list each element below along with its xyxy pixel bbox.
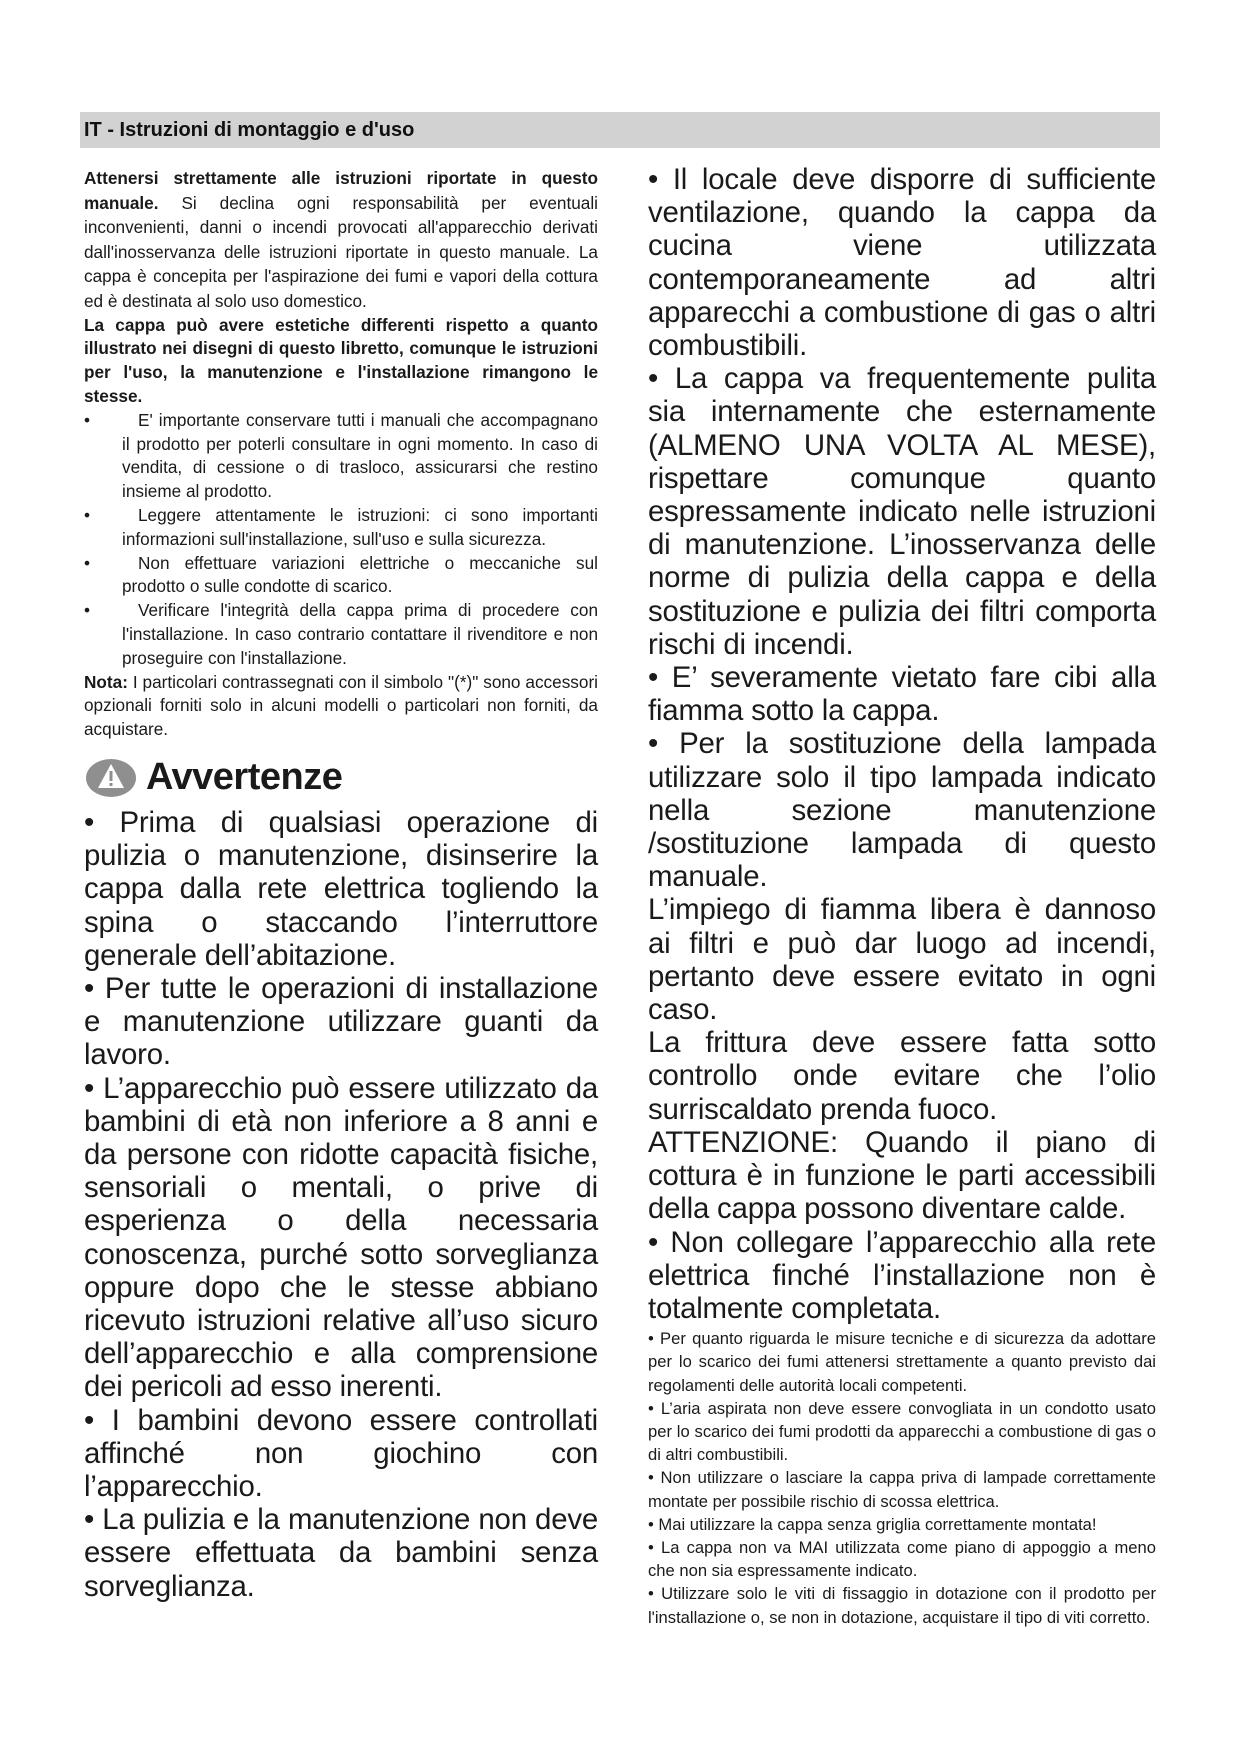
intro-paragraph xyxy=(84,166,598,314)
right-column xyxy=(648,163,1156,1629)
safety-item: ATTENZIONE: Quando il piano di cottura è in funzione le parti accessibili della cappa possono diventare calde. xyxy=(648,1125,1156,1226)
warning-item: • Prima di qualsiasi operazione di pulizia o manutenzione, disinserire la cappa dalla rete elettrica togliendo la spina o staccando l’interruttore generale dell’abitazione. xyxy=(84,805,598,972)
safety-item: • E’ severamente vietato fare cibi alla fiamma sotto la cappa. xyxy=(648,661,1156,728)
warning-item: • La pulizia e la manutenzione non deve essere effettuata da bambini senza sorveglianza. xyxy=(84,1503,598,1603)
safety-item: • La cappa va frequentemente pulita sia internamente che esternamente (ALMENO UNA VOLTA AL MESE), rispettare comunque quanto espressamente indicato nelle istruzioni di manutenzione. L’inosservanza delle norme di pulizia della cappa e della sostituzione e pulizia dei filtri comporta rischi di incendi. xyxy=(648,362,1156,661)
note-label: Nota: xyxy=(84,671,128,692)
warning-item: • Per tutte le operazioni di installazione e manutenzione utilizzare guanti da lavoro. xyxy=(84,971,598,1072)
intro-text: Si declina ogni responsabilità per eventuali inconvenienti, danni o incendi provocati all'apparecchio derivati dall'inosservanza delle istruzioni riportate in questo manuale. La cappa è concepita per l'aspirazione dei fumi e vapori della cottura ed è destinata al solo uso domestico. xyxy=(84,192,598,311)
design-note: La cappa può avere estetiche differenti rispetto a quanto illustrato nei disegni di questo libretto, comunque le istruzioni per l'uso, la manutenzione e l'installazione rimangono le stesse. xyxy=(84,314,598,406)
note-text: I particolari contrassegnati con il simbolo "(*)" sono accessori opzionali forniti solo in alcuni modelli o particolari non forniti, da acquistare. xyxy=(84,671,599,740)
warning-triangle-icon xyxy=(84,757,138,799)
list-item: • Verificare l'integrità della cappa prima di procedere con l'installazione. In caso contrario contattare il rivenditore e non proseguire con l'installazione. xyxy=(84,600,598,668)
technical-note: • L’aria aspirata non deve essere convogliata in un condotto usato per lo scarico dei fumi prodotti da apparecchi a combustione di gas o di altri combustibili. xyxy=(648,1398,1156,1465)
warnings-heading-row xyxy=(84,754,598,802)
safety-item: • Il locale deve disporre di sufficiente ventilazione, quando la cappa da cucina viene utilizzata contemporaneamente ad altri apparecchi a combustione di gas o altri combustibili. xyxy=(648,163,1156,363)
technical-note: • Utilizzare solo le viti di fissaggio in dotazione con il prodotto per l'installazione o, se non in dotazione, acquistare il tipo di viti corretto. xyxy=(648,1584,1156,1627)
left-column xyxy=(84,166,598,1603)
list-item: • Leggere attentamente le istruzioni: ci sono importanti informazioni sull'installazione, sull'uso e sulla sicurezza. xyxy=(84,504,598,549)
warnings-heading: Avvertenze xyxy=(146,756,343,799)
intro-bullet-list xyxy=(84,409,598,671)
list-item: • Non effettuare variazioni elettriche o meccaniche sul prodotto o sulle condotte di scarico. xyxy=(84,552,598,597)
warning-item: • I bambini devono essere controllati affinché non giochino con l’apparecchio. xyxy=(84,1403,598,1503)
warning-item: • L’apparecchio può essere utilizzato da bambini di età non inferiore a 8 anni e da persone con ridotte capacità fisiche, sensoriali o mentali, o prive di esperienza o della necessaria conoscenza, purché sotto sorveglianza oppure dopo che le stesse abbiano ricevuto istruzioni relative all’uso sicuro dell’apparecchio e alla comprensione dei pericoli ad esso inerenti. xyxy=(84,1071,598,1404)
section-header: IT - Istruzioni di montaggio e d'uso xyxy=(80,112,1160,148)
warnings-list xyxy=(84,806,598,1603)
safety-item: La frittura deve essere fatta sotto controllo onde evitare che l’olio surriscaldato prenda fuoco. xyxy=(648,1026,1156,1126)
technical-note: • Non utilizzare o lasciare la cappa priva di lampade correttamente montate per possibile rischio di scossa elettrica. xyxy=(648,1468,1156,1511)
technical-note: • La cappa non va MAI utilizzata come piano di appoggio a meno che non sia espressamente indicato. xyxy=(648,1537,1156,1581)
technical-notes-list xyxy=(648,1327,1156,1629)
technical-note: • Mai utilizzare la cappa senza griglia correttamente montata! xyxy=(648,1514,1097,1534)
technical-note: • Per quanto riguarda le misure tecniche e di sicurezza da adottare per lo scarico dei fumi attenersi strettamente a quanto previsto dai regolamenti delle autorità locali competenti. xyxy=(648,1329,1156,1395)
intro-bold: Attenersi strettamente alle istruzioni riportate in questo manuale. xyxy=(84,168,598,213)
list-item: • E' importante conservare tutti i manuali che accompagnano il prodotto per poterli consultare in ogni momento. In caso di vendita, di cessione o di trasloco, assicurarsi che restino insieme al prodotto. xyxy=(84,409,598,502)
safety-list xyxy=(648,163,1156,1325)
safety-item: • Non collegare l’apparecchio alla rete elettrica finché l’installazione non è totalmente completata. xyxy=(648,1225,1156,1325)
note-paragraph xyxy=(84,671,598,742)
safety-item: L’impiego di fiamma libera è dannoso ai filtri e può dar luogo ad incendi, pertanto deve essere evitato in ogni caso. xyxy=(648,893,1156,1027)
safety-item: • Per la sostituzione della lampada utilizzare solo il tipo lampada indicato nella sezione manutenzione /sostituzione lampada di questo manuale. xyxy=(648,727,1156,894)
